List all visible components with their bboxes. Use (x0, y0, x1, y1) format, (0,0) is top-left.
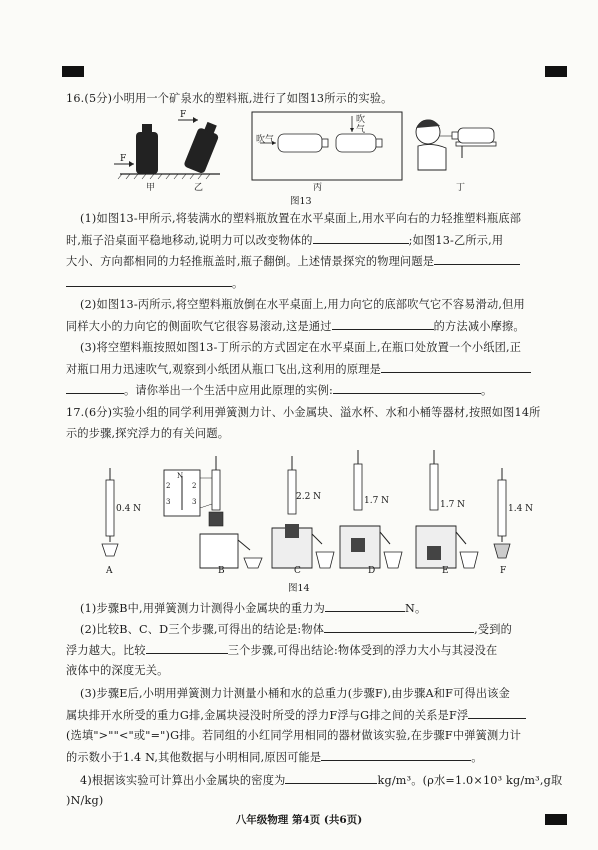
answer-blank-16-1[interactable] (313, 232, 409, 244)
label-yi: 乙 (194, 183, 204, 193)
registration-mark-top-right (545, 66, 567, 77)
label-ding: 丁 (456, 183, 466, 193)
q17-p2-line2: 浮力越大。比较 三个步骤,可得出结论:物体受到的浮力大小与其浸没在 (66, 644, 498, 657)
q17-p3-line4: 的示数小于1.4 N,其他数据与小明相同,原因可能是 。 (66, 751, 483, 764)
q17-p3-line3: (选填">""<"或"=")G排。若同组的小红同学用相同的器材做该实验,在步骤F中弹簧测力计 (66, 729, 522, 742)
q17-p3-line1: (3)步骤E后,小明用弹簧测力计测量小桶和水的总重力(步骤F),由步骤A和F可得出该金 (80, 687, 511, 700)
q17-heading-line1: 17.(6分)实验小组的同学利用弹簧测力计、小金属块、溢水杯、水和小桶等器材,按照如图14所 (66, 406, 541, 419)
registration-mark-top-left (62, 66, 84, 77)
label-F2: F (180, 110, 187, 120)
q16-p1-line1: (1)如图13-甲所示,将装满水的塑料瓶放置在水平桌面上,用水平向右的力轻推塑料瓶底部 (80, 212, 522, 225)
reading-A: 0.4 N (116, 504, 142, 514)
label-jia: 甲 (146, 183, 156, 193)
answer-blank-16-4[interactable] (381, 361, 531, 373)
bottle-bing-1 (278, 134, 322, 152)
scale-mark-3-left: 3 (166, 498, 171, 506)
bottle-ding (458, 128, 494, 143)
reading-F: 1.4 N (508, 504, 534, 514)
step-label-E: E (442, 566, 449, 576)
q16-p3-line1: (3)将空塑料瓶按照如图13-丁所示的方式固定在水平桌面上,在瓶口处放置一个小纸团,正 (80, 341, 522, 354)
answer-blank-16-2[interactable] (434, 253, 520, 265)
bottle-yi (183, 127, 219, 174)
label-blow-2b: 气 (356, 125, 366, 135)
step-label-C: C (294, 566, 301, 576)
q17-p3-line2: 属块排开水所受的重力G排,金属块浸没时所受的浮力F浮与G排之间的关系是F浮 (66, 707, 586, 723)
bottle-bing-2 (336, 134, 376, 152)
q16-p1-line3: 大小、方向都相同的力轻推瓶盖时,瓶子翻倒。上述情景探究的物理问题是 (66, 253, 586, 269)
reading-D: 1.7 N (364, 496, 390, 506)
label-blow-2a: 吹 (356, 115, 366, 125)
q17-p1: (1)步骤B中,用弹簧测力计测得小金属块的重力为 N。 (80, 602, 427, 615)
step-label-D: D (368, 566, 376, 576)
reading-C: 2.2 N (296, 492, 322, 502)
step-C (272, 456, 334, 568)
step-D (340, 450, 402, 568)
label-blow-1: 吹气 (256, 135, 275, 145)
bottle-jia (136, 132, 158, 174)
step-label-A: A (106, 566, 113, 576)
q16-heading: 16.(5分)小明用一个矿泉水的塑料瓶,进行了如图13所示的实验。 (66, 92, 393, 105)
answer-blank-16-3[interactable] (332, 318, 434, 330)
q17-p4-line1: 4)根据该实验可计算出小金属块的密度为 kg/m³。(ρ水=1.0×10³ kg/m³,g取 (80, 774, 563, 787)
scale-mark-2-left: 2 (166, 482, 171, 490)
q17-p2-line1: (2)比较B、C、D三个步骤,可得出的结论是:物体 ,受到的 (80, 623, 513, 636)
step-label-B: B (218, 566, 225, 576)
q16-p2-line2: 同样大小的力向它的侧面吹气它很容易滚动,这是通过 的方法减小摩擦。 (66, 320, 525, 333)
page-footer: 八年级物理 第4页 (共6页) (235, 814, 363, 826)
answer-blank-17-5[interactable] (321, 749, 471, 761)
label-bing: 丙 (313, 183, 323, 193)
q17-p4-line2: )N/kg) (66, 794, 104, 807)
q16-p3-line2: 对瓶口用力迅速吹气,观察到小纸团从瓶口飞出,这利用的原理是 (66, 361, 586, 377)
answer-blank-17-3[interactable] (146, 642, 228, 654)
scale-mark-2-right: 2 (192, 482, 197, 490)
figure-14 (96, 448, 536, 578)
q17-p2-line3: 液体中的深度无关。 (66, 664, 169, 677)
answer-blank-16-2b[interactable] (66, 275, 232, 287)
scale-mark-N: N (177, 472, 184, 480)
answer-blank-17-2[interactable] (324, 621, 474, 633)
answer-blank-17-6[interactable] (285, 772, 377, 784)
q16-p3-line3: 。请你举出一个生活中应用此原理的实例: 。 (66, 382, 586, 398)
answer-blank-16-5[interactable] (333, 382, 481, 394)
figure-13-caption: 图13 (290, 196, 312, 207)
reading-E: 1.7 N (440, 500, 466, 510)
answer-blank-17-4[interactable] (468, 707, 526, 719)
q16-p2-line1: (2)如图13-丙所示,将空塑料瓶放倒在水平桌面上,用力向它的底部吹气它不容易滑动,但用 (80, 298, 525, 311)
q16-p1-line2: 时,瓶子沿桌面平稳地移动,说明力可以改变物体的 ;如图13-乙所示,用 (66, 234, 504, 247)
answer-blank-16-4b[interactable] (66, 382, 124, 394)
figure-14-caption: 图14 (288, 583, 310, 594)
step-label-F: F (500, 566, 507, 576)
answer-blank-17-1[interactable] (325, 600, 405, 612)
figure-13 (100, 108, 570, 208)
q17-heading-line2: 示的步骤,探究浮力的有关问题。 (66, 427, 230, 440)
label-F1: F (120, 154, 127, 164)
q16-p1-line4: 。 (66, 275, 586, 291)
scale-mark-3-right: 3 (192, 498, 197, 506)
